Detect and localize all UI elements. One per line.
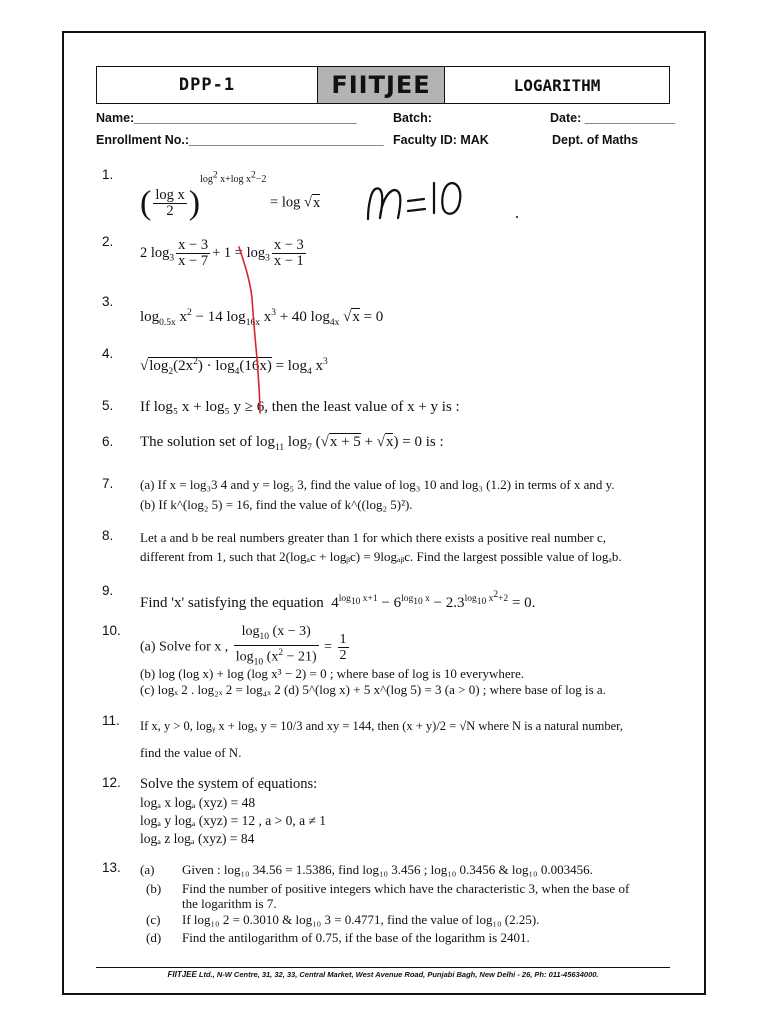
enrollment-field: Enrollment No.:____________________________ <box>96 133 384 147</box>
question-12-eq1: logₐ x logₐ (xyz) = 48 <box>140 795 256 810</box>
question-8-line1: Let a and b be real numbers greater than 1 for which there exists a positive real number c, <box>140 530 607 545</box>
sheet-code: DPP-1 <box>178 75 236 95</box>
fiitjee-logo: FIITJEE <box>317 67 445 103</box>
question-1: ( $\frac{\text{log x}}{2}$ )$^{log^2 x+log x^2-2}$ = log √x <box>140 171 321 222</box>
question-number: 10. <box>102 623 121 638</box>
question-number: 3. <box>102 294 114 309</box>
question-6: The solution set of $\log_{11} \log_7 (√x + 5 + √x) = 0$ is : <box>140 434 444 453</box>
question-12-eq2: logₐ y logₐ (xyz) = 12 , a > 0, a ≠ 1 <box>140 813 326 828</box>
topic-title: LOGARITHM <box>513 75 601 95</box>
question-4: $√\log_2(2x^2) \cdot \log_4(16x) = \log_4 x^3$ <box>140 357 328 377</box>
red-pen-line <box>239 247 260 413</box>
question-number: 6. <box>102 434 114 449</box>
date-field: Date: _____________ <box>550 111 676 125</box>
question-10b: (b) log (log x) + log (log x³ − 2) = 0 ; where base of log is 10 everywhere. <box>140 666 525 681</box>
question-8-line2: different from 1, such that 2(logₐc + logᵦc) = 9logₐᵦc. Find the largest possible value of logₐb. <box>140 549 622 564</box>
question-number: 12. <box>102 775 121 790</box>
question-13d-label: (d) <box>146 930 162 945</box>
question-13d: Find the antilogarithm of 0.75, if the base of the logarithm is 2401. <box>182 930 530 945</box>
question-13c: If log₁₀ 2 = 0.3010 & log₁₀ 3 = 0.4771, find the value of log₁₀ (2.25). <box>182 912 540 927</box>
ink-dot <box>516 216 518 218</box>
question-12-eq3: logₐ z logₐ (xyz) = 84 <box>140 831 255 846</box>
question-7b: (b) If k^(log₂ 5) = 16, find the value of k^((log₂ 5)²). <box>140 497 413 512</box>
faculty-id: Faculty ID: MAK <box>393 133 489 147</box>
question-13a-label: (a) <box>140 862 155 877</box>
question-number: 7. <box>102 476 114 491</box>
question-number: 2. <box>102 234 114 249</box>
question-2: 2 $\log_3$ $\frac{x - 3}{x - 7}$ + $1 = \log_3$ $\frac{x - 3}{x - 1}$ <box>140 237 304 269</box>
question-13b-line2: the logarithm is 7. <box>182 896 277 911</box>
name-field: Name:________________________________ <box>96 111 357 125</box>
question-12-lead: Solve the system of equations: <box>140 776 318 792</box>
question-number: 11. <box>102 713 120 728</box>
question-number: 5. <box>102 398 114 413</box>
question-number: 1. <box>102 167 114 182</box>
question-10a: (a) Solve for x , $\frac{\log_{10} (x - 3)}{\log_{10} (x^2 - 21)}$ = $\frac{1}{2}$ <box>140 624 347 668</box>
question-13b-label: (b) <box>146 881 162 896</box>
department: Dept. of Maths <box>552 133 639 147</box>
question-13a: Given : log₁₀ 34.56 = 1.5386, find log₁₀ 3.456 ; log₁₀ 0.3456 & log₁₀ 0.003456. <box>182 862 593 877</box>
question-number: 13. <box>102 860 121 875</box>
question-number: 9. <box>102 583 114 598</box>
batch-field: Batch: <box>393 111 432 125</box>
footer-address: FIITJEE Ltd., N-W Centre, 31, 32, 33, Central Market, West Avenue Road, Punjabi Bagh, New Delhi - 26, Ph: 011-45634000. <box>167 970 599 979</box>
question-5: If log₅ x + log₅ y ≥ 6, then the least value of x + y is : <box>140 399 460 415</box>
question-11-line1: If x, y > 0, logᵧ x + logₓ y = 10/3 and xy = 144, then (x + y)/2 = √N where N is a natural number, <box>140 719 623 733</box>
handwritten-n-equals-10 <box>368 183 460 219</box>
question-11-line2: find the value of N. <box>140 745 242 760</box>
question-number: 4. <box>102 346 114 361</box>
question-9: Find 'x' satisfying the equation $4^{log_{10} x+1} - 6^{log_{10} x} - 2.3^{log_{10} x^2+2} = 0$. <box>140 590 536 612</box>
question-3: $\log_{0.5x} x^2 - 14$ $\log_{16x} x^3 + 40$ $\log_{4x} √x = 0$ <box>140 308 384 328</box>
question-13c-label: (c) <box>146 912 161 927</box>
question-10c-d: (c) logₓ 2 . log₂ₓ 2 = log₄ₓ 2 (d) 5^(log x) + 5 x^(log 5) = 3 (a > 0) ; where base of log is a. <box>140 682 606 697</box>
question-13b-line1: Find the number of positive integers which have the characteristic 3, when the base of <box>182 881 630 896</box>
question-7a: (a) If x = log₃3 4 and y = log₅ 3, find the value of log₃ 10 and log₃ (1.2) in terms of x and y. <box>140 477 615 492</box>
question-number: 8. <box>102 528 114 543</box>
